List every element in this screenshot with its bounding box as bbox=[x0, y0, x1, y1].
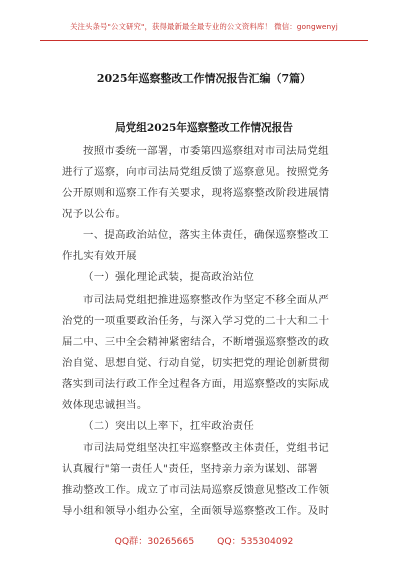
body-line: 况予以公布。 bbox=[62, 208, 127, 220]
body-line: 市司法局党组把推进巡察整改作为坚定不移全面从严 bbox=[83, 294, 329, 306]
footer-contact bbox=[0, 533, 408, 547]
header-divider bbox=[40, 40, 368, 41]
footer-qq-number: QQ：535304092 bbox=[217, 536, 294, 547]
body-line: （一）强化理论武装，提高政治站位 bbox=[83, 271, 255, 283]
document-title: 2025年巡察整改工作情况报告汇编（7篇） bbox=[96, 72, 312, 85]
body-line: 公开原则和巡察工作有关要求，现将巡察整改阶段进展情 bbox=[62, 187, 330, 199]
body-line: 认真履行"第一责任人"责任，坚持亲力亲为谋划、部署 bbox=[62, 463, 319, 475]
subheading-2 bbox=[62, 416, 352, 437]
body-line: 市司法局党组坚决扛牢巡察整改主体责任，党组书记 bbox=[83, 442, 329, 454]
body-line: 治自觉、思想自觉、行动自觉，切实把党的理论创新贯彻 bbox=[62, 357, 330, 369]
paragraph-intro bbox=[62, 141, 352, 225]
subheading-1 bbox=[62, 267, 352, 288]
paragraph-theory bbox=[62, 290, 352, 416]
body-line: 治党的一项重要政治任务，与深入学习党的二十大和二十 bbox=[62, 315, 330, 327]
body-line: 进行了巡察，向市司法局党组反馈了巡察意见。按照党务 bbox=[62, 166, 330, 178]
body-line: 推动整改工作。成立了市司法局巡察反馈意见整改工作领 bbox=[62, 484, 330, 496]
header-banner: 关注头条号"公文研究"，获得最新最全最专业的公文资料库！ 微信：gongwenyj bbox=[70, 22, 338, 31]
footer-qq-group: QQ群：30265665 bbox=[114, 536, 195, 547]
body-line: 导小组和领导小组办公室，全面领导巡察整改工作。及时 bbox=[62, 505, 330, 517]
body-line: （二）突出以上率下，扛牢政治责任 bbox=[83, 420, 255, 432]
paragraph-responsibility bbox=[62, 438, 352, 522]
body-line: 效体现忠诚担当。 bbox=[62, 399, 148, 411]
body-line: 一、提高政治站位，落实主体责任，确保巡察整改工 bbox=[83, 229, 329, 241]
body-line: 落实到司法行政工作全过程各方面，用巡察整改的实际成 bbox=[62, 378, 330, 390]
body-line: 届二中、三中全会精神紧密结合，不断增强巡察整改的政 bbox=[62, 336, 330, 348]
heading-level-1 bbox=[62, 225, 352, 267]
body-line: 作扎实有效开展 bbox=[62, 250, 137, 262]
body-line: 按照市委统一部署，市委第四巡察组对市司法局党组 bbox=[83, 145, 329, 157]
section-title: 局党组2025年巡察整改工作情况报告 bbox=[115, 122, 293, 134]
